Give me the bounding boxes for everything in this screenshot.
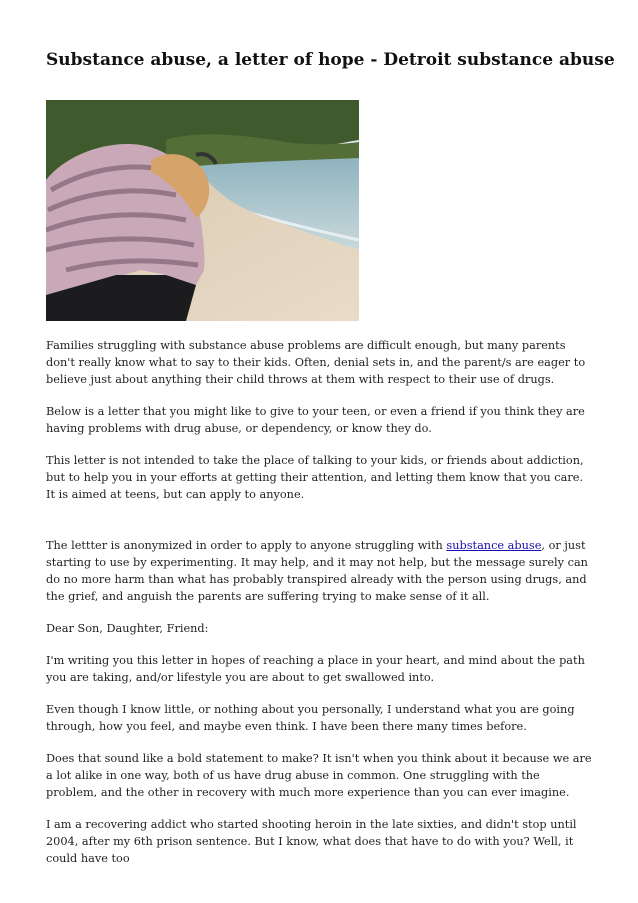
letter-paragraph-1: I'm writing you this letter in hopes of reaching a place in your heart, and mind about the path you are taking, and/or lifestyle you are about to get swallowed into. (46, 654, 585, 684)
substance-abuse-link[interactable]: substance abuse (446, 539, 542, 552)
paragraph-anonymized (46, 537, 594, 605)
paragraph-letter-intro: Below is a letter that you might like to give to your teen, or even a friend if you think they are having problems with drug abuse, or dependency, or know they do. (46, 405, 585, 435)
paragraph-anonymized-start: The lettter is anonymized in order to apply to anyone struggling with (46, 539, 447, 552)
paragraph-intro: Families struggling with substance abuse problems are difficult enough, but many parents don't really know what to say to their kids. Often, denial sets in, and the parent/s are eager to believe just about anything their child throws at them with respect to their use of drugs. (46, 339, 586, 386)
letter-paragraph-3: Does that sound like a bold statement to make? It isn't when you think about it because we are a lot alike in one way, both of us have drug abuse in common. One struggling with the problem, and the other in recovery with much more experience than you can ever imagine. (46, 752, 592, 799)
paragraph-purpose: This letter is not intended to take the place of talking to your kids, or friends about addiction, but to help you in your efforts at getting their attention, and letting them know that you care. It is aimed at teens, but can apply to anyone. (46, 454, 584, 501)
article-body (46, 337, 594, 882)
beach-photo-illustration (46, 100, 359, 321)
paragraph-anonymized-end: , or just starting to use by experimenting. It may help, and it may not help, but the message surely can do no more harm than what has probably transpired already with the person using drugs, and the grief, and anguish the parents are suffering trying to make sense of it all. (46, 539, 588, 603)
letter-paragraph-4: I am a recovering addict who started shooting heroin in the late sixties, and didn't stop until 2004, after my 6th prison sentence. But I know, what does that have to do with you? Well, it could have too (46, 818, 577, 865)
letter-paragraph-2: Even though I know little, or nothing about you personally, I understand what you are going through, how you feel, and maybe even think. I have been there many times before. (46, 703, 575, 733)
photo-person-on-beach (46, 100, 359, 321)
letter-salutation: Dear Son, Daughter, Friend: (46, 622, 209, 635)
page-title: Substance abuse, a letter of hope - Detroit substance abuse (46, 50, 615, 70)
